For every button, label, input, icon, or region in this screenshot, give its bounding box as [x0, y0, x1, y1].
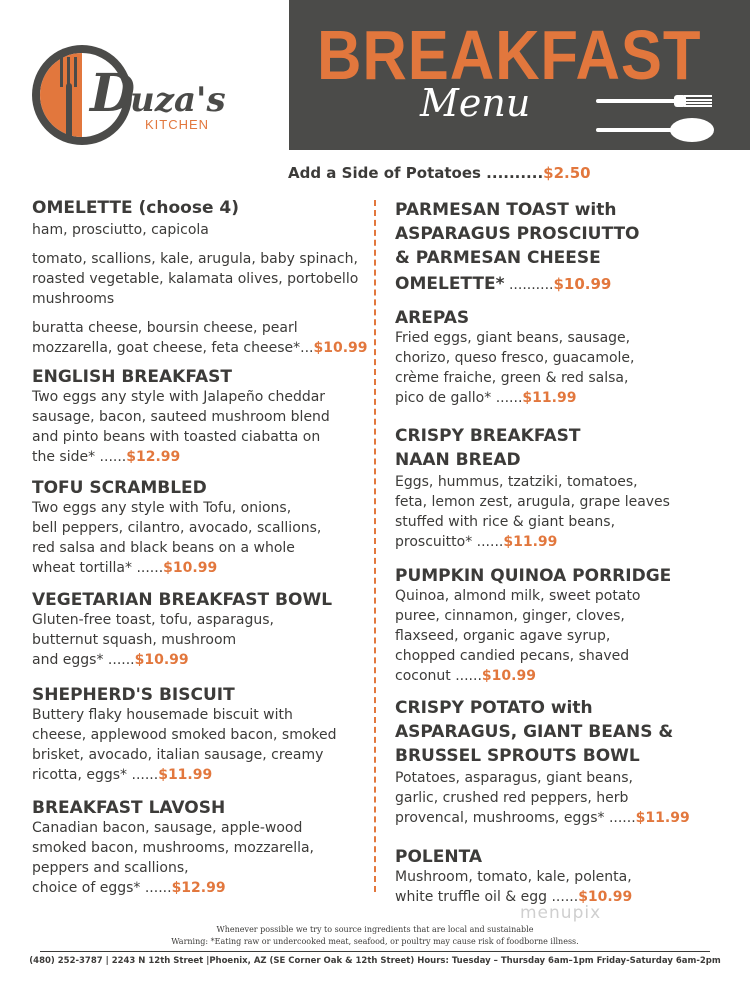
item-description: Quinoa, almond milk, sweet potato: [395, 588, 641, 604]
item-price: $11.99: [503, 534, 558, 550]
item-name: PUMPKIN QUINOA PORRIDGE: [395, 566, 672, 586]
footer-rule: [40, 951, 710, 952]
item-description: mozzarella, goat cheese, feta cheese*...: [32, 340, 314, 356]
menu-title: BREAKFAST: [317, 16, 702, 94]
item-description: chopped candied pecans, shaved: [395, 648, 630, 664]
item-description: Two eggs any style with Jalapeño cheddar: [32, 389, 326, 405]
column-divider: [374, 200, 376, 892]
item-description: sausage, bacon, sauteed mushroom blend: [32, 409, 330, 425]
item-description: stuffed with rice & giant beans,: [395, 514, 616, 530]
item-price: $10.99: [313, 340, 368, 356]
footer-warning: Warning: *Eating raw or undercooked meat, seafood, or poultry may cause risk of foodborne illness.: [171, 937, 579, 946]
menu-item-quinoa-porridge: [395, 566, 671, 686]
item-description: Potatoes, asparagus, giant beans,: [395, 770, 633, 786]
item-name: AREPAS: [395, 308, 470, 328]
item-price: $10.99: [553, 275, 612, 293]
side-of-potatoes: Add a Side of Potatoes ..........$2.50: [288, 164, 591, 182]
item-price: $11.99: [158, 767, 213, 783]
item-price: $10.99: [163, 560, 218, 576]
item-description: pico de gallo* ......: [395, 390, 523, 406]
item-description: coconut ......: [395, 668, 482, 684]
item-description: Mushroom, tomato, kale, polenta,: [395, 869, 632, 885]
svg-text:D: D: [90, 63, 136, 124]
menu-item-vegetarian-bowl: [32, 590, 332, 670]
item-description: buratta cheese, boursin cheese, pearl: [32, 320, 298, 336]
item-price: $10.99: [578, 889, 633, 905]
menu-item-crispy-potato: [395, 696, 690, 828]
item-description: red salsa and black beans on a whole: [32, 540, 295, 556]
item-name: CRISPY BREAKFAST: [395, 426, 581, 446]
item-description: Gluten-free toast, tofu, asparagus,: [32, 612, 274, 628]
item-description: bell peppers, cilantro, avocado, scallions,: [32, 520, 322, 536]
item-description: wheat tortilla* ......: [32, 560, 164, 576]
item-description: crème fraiche, green & red salsa,: [395, 370, 629, 386]
item-price: $10.99: [134, 652, 189, 668]
item-name: PARMESAN TOAST with: [395, 200, 617, 220]
item-description: and eggs* ......: [32, 652, 135, 668]
item-name: NAAN BREAD: [395, 450, 521, 470]
item-price: $11.99: [522, 390, 577, 406]
item-name: OMELETTE*: [395, 274, 505, 294]
item-description: peppers and scallions,: [32, 860, 189, 876]
menu-item-parmesan-toast: [395, 198, 640, 299]
svg-text:uza's: uza's: [130, 80, 226, 120]
item-name: & PARMESAN CHEESE: [395, 248, 601, 268]
menu-item-arepas: [395, 308, 635, 408]
item-description: garlic, crushed red peppers, herb: [395, 790, 629, 806]
menu-item-tofu-scrambled: [32, 478, 321, 578]
item-description: Fried eggs, giant beans, sausage,: [395, 330, 631, 346]
menu-item-naan-bread: [395, 424, 670, 552]
item-description: ricotta, eggs* ......: [32, 767, 159, 783]
item-name: BREAKFAST LAVOSH: [32, 798, 226, 818]
spoon-icon: [596, 116, 716, 144]
item-description: butternut squash, mushroom: [32, 632, 237, 648]
footer-contact-hours: (480) 252-3787 | 2243 N 12th Street |Phoenix, AZ (SE Corner Oak & 12th Street) Hours: Tuesday – Thursday 6am–1pm Friday-Saturday 6am-2pm: [29, 956, 721, 966]
item-description: mushrooms: [32, 291, 115, 307]
item-name: SHEPHERD'S BISCUIT: [32, 685, 235, 705]
item-name: ASPARAGUS PROSCIUTTO: [395, 224, 640, 244]
menu-item-shepherds-biscuit: [32, 685, 337, 785]
item-description: choice of eggs* ......: [32, 880, 172, 896]
item-leader: ..........: [504, 277, 554, 293]
menu-item-english-breakfast: [32, 367, 330, 467]
item-name: BRUSSEL SPROUTS BOWL: [395, 746, 640, 766]
item-description: proscuitto* ......: [395, 534, 504, 550]
item-description: provencal, mushrooms, eggs* ......: [395, 810, 636, 826]
item-description: Two eggs any style with Tofu, onions,: [32, 500, 292, 516]
item-name: POLENTA: [395, 847, 483, 867]
duzas-kitchen-logo: [30, 33, 270, 173]
item-name: ENGLISH BREAKFAST: [32, 367, 232, 387]
item-description: feta, lemon zest, arugula, grape leaves: [395, 494, 670, 510]
item-description: flaxseed, organic agave syrup,: [395, 628, 611, 644]
item-price: $11.99: [635, 810, 690, 826]
item-description: cheese, applewood smoked bacon, smoked: [32, 727, 337, 743]
item-name: TOFU SCRAMBLED: [32, 478, 207, 498]
item-description: tomato, scallions, kale, arugula, baby spinach,: [32, 251, 358, 267]
fork-icon: [596, 93, 716, 109]
menupix-watermark: menupix: [520, 903, 602, 923]
item-name: OMELETTE (choose 4): [32, 198, 240, 218]
item-description: Buttery flaky housemade biscuit with: [32, 707, 293, 723]
item-price: $12.99: [171, 880, 226, 896]
menu-item-breakfast-lavosh: [32, 798, 314, 898]
item-description: smoked bacon, mushrooms, mozzarella,: [32, 840, 314, 856]
item-description: Canadian bacon, sausage, apple-wood: [32, 820, 303, 836]
item-description: white truffle oil & egg ......: [395, 889, 579, 905]
item-description: puree, cinnamon, ginger, cloves,: [395, 608, 625, 624]
menu-item-omelette: [32, 198, 368, 358]
menu-item-polenta: [395, 847, 632, 907]
item-name: VEGETARIAN BREAKFAST BOWL: [32, 590, 333, 610]
item-description: chorizo, queso fresco, guacamole,: [395, 350, 635, 366]
item-description: ham, prosciutto, capicola: [32, 222, 209, 238]
item-description: the side* ......: [32, 449, 127, 465]
item-description: Eggs, hummus, tzatziki, tomatoes,: [395, 474, 638, 490]
item-description: brisket, avocado, italian sausage, creamy: [32, 747, 324, 763]
item-description: roasted vegetable, kalamata olives, portobello: [32, 271, 359, 287]
item-name: CRISPY POTATO with: [395, 698, 593, 718]
menu-subtitle: Menu: [420, 81, 531, 125]
item-name: ASPARAGUS, GIANT BEANS &: [395, 722, 674, 742]
item-price: $12.99: [126, 449, 181, 465]
footer-sourcing-note: Whenever possible we try to source ingredients that are local and sustainable: [216, 925, 534, 934]
item-price: $10.99: [481, 668, 536, 684]
svg-text:KITCHEN: KITCHEN: [145, 117, 210, 132]
item-description: and pinto beans with toasted ciabatta on: [32, 429, 321, 445]
